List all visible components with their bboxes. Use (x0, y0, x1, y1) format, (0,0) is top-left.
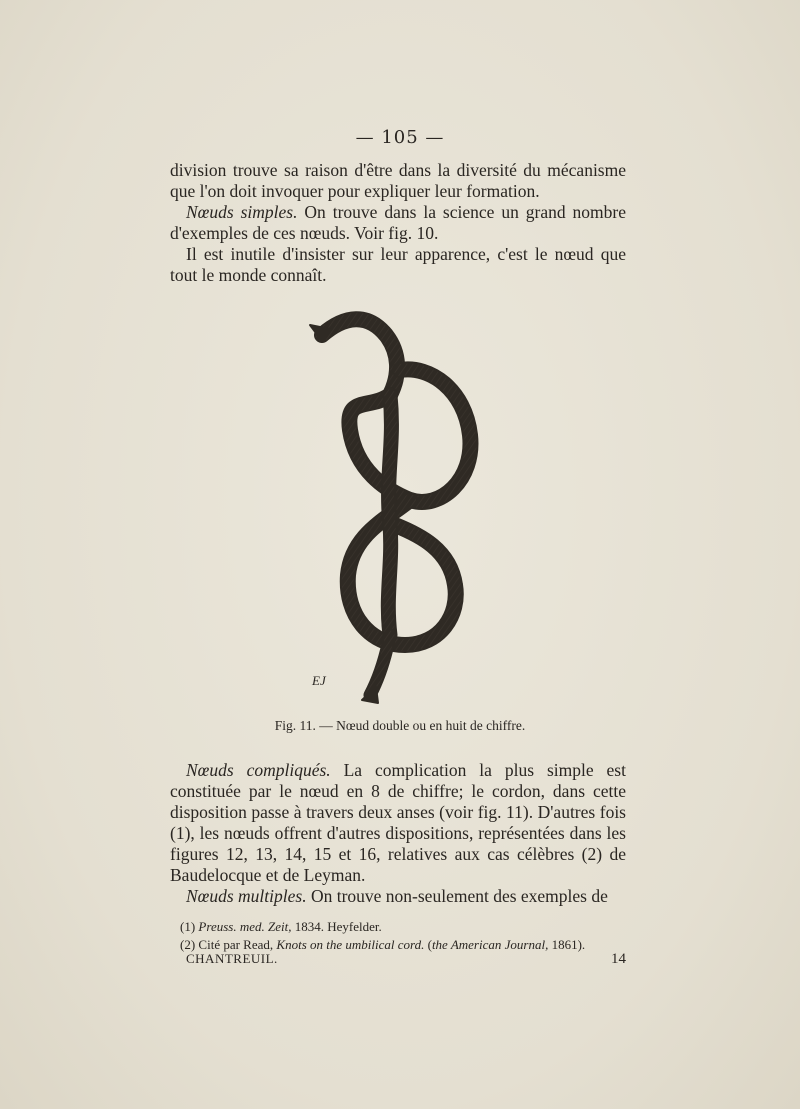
paragraph-lead: Nœuds simples. (186, 202, 298, 222)
footnote-citation: Preuss. med. Zeit, (198, 919, 292, 934)
paragraph-text: Il est inutile d'insister sur leur apparence, c'est le nœud que tout le monde connaît. (170, 244, 626, 285)
paragraph-text: division trouve sa raison d'être dans la diversité du mécanisme que l'on doit invoquer pour expliquer leur formation. (170, 160, 626, 201)
paragraph (170, 160, 626, 202)
figure-knot-illustration (290, 295, 510, 710)
paragraph (170, 202, 626, 244)
sheet-number: 14 (611, 951, 626, 967)
text-block-bottom (170, 760, 626, 907)
figure-eight-knot-engraving (290, 295, 510, 710)
footnote-text: 1834. Heyfelder. (291, 919, 382, 934)
footnote (180, 918, 640, 936)
footnote-number: (2) (180, 937, 196, 952)
text-block-top (170, 160, 626, 286)
paragraph-lead: Nœuds multiples. (186, 886, 307, 906)
footnote-text: Cité par Read, (195, 937, 277, 952)
footnotes (180, 918, 640, 954)
paragraph (170, 244, 626, 286)
page-number: — 105 — (355, 127, 445, 148)
paragraph (170, 886, 626, 907)
footnote-text: ( (424, 937, 432, 952)
footnote-text: 1861). (548, 937, 586, 952)
paragraph (170, 760, 626, 886)
footnote-number: (1) (180, 919, 196, 934)
paragraph-text: On trouve dans la science un grand nombre d'exemples de ces nœuds. Voir fig. 10. (170, 202, 626, 243)
engraver-monogram: EJ (312, 673, 326, 688)
footnote-citation: Knots on the umbilical cord. (276, 937, 425, 952)
footnote-citation: the American Journal, (431, 937, 549, 952)
paragraph-text: On trouve non-seulement des exemples de (306, 886, 608, 906)
figure-caption: Fig. 11. — Nœud double ou en huit de chiffre. (274, 718, 526, 733)
paragraph-text: La complication la plus simple est constituée par le nœud en 8 de chiffre; le cordon, dans cette disposition passe à travers deux anses (voir fig. 11). D'autres fois (1), les nœuds offrent d'autres dispositions, représentées dans les figures 12, 13, 14, 15 et 16, relatives aux cas célèbres (2) de Baudelocque et de Leyman. (170, 760, 626, 885)
paragraph-lead: Nœuds compliqués. (186, 760, 331, 780)
author-signature: CHANTREUIL. (186, 951, 278, 966)
